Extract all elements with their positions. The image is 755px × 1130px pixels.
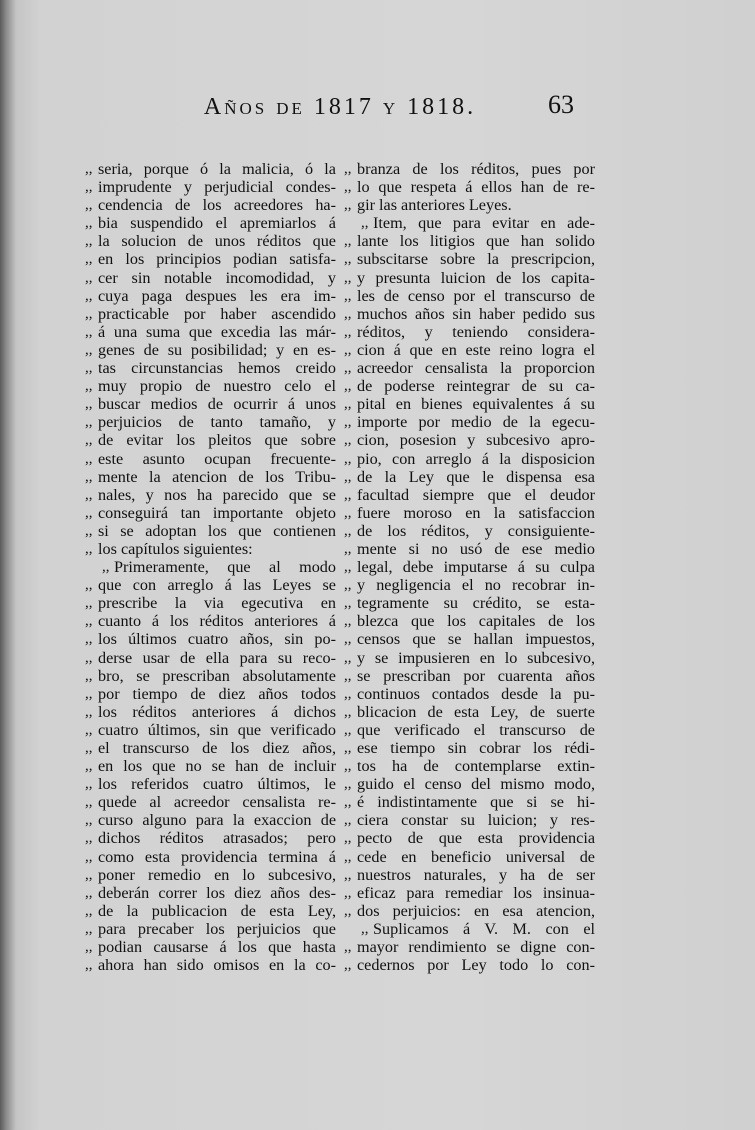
text-line (85, 739, 336, 757)
line-text: bro, se prescriban absolutamente (98, 666, 336, 685)
line-text: tegramente su crédito, se esta- (357, 594, 595, 613)
quote-mark: ,, (85, 396, 93, 413)
quote-mark: ,, (85, 378, 93, 395)
line-text: la solucion de unos réditos que (98, 232, 336, 251)
quote-mark: ,, (344, 577, 352, 594)
quote-mark: ,, (344, 287, 352, 304)
text-line (344, 268, 595, 287)
quote-mark: ,, (344, 414, 352, 431)
text-line (344, 322, 595, 341)
quote-mark: ,, (85, 595, 93, 612)
text-line (344, 956, 595, 975)
text-line (344, 684, 595, 703)
text-line (85, 467, 336, 486)
quote-mark: ,, (85, 667, 93, 684)
line-text: branza de los réditos, pues por (357, 160, 595, 178)
text-line (85, 340, 336, 359)
quote-mark: ,, (344, 305, 352, 322)
quote-mark: ,, (85, 540, 93, 557)
text-line (344, 775, 595, 794)
text-line (85, 539, 336, 558)
quote-mark: ,, (85, 613, 93, 630)
quote-mark: ,, (344, 522, 352, 539)
text-line (85, 304, 336, 323)
text-line (344, 793, 595, 812)
line-text: tas circunstancias hemos creido (98, 359, 336, 378)
text-line (85, 485, 336, 504)
text-line (344, 594, 595, 613)
line-text: subscitarse sobre la prescripcion, (357, 250, 595, 269)
line-text: cion á que en este reino logra el (357, 340, 595, 359)
text-line (344, 648, 595, 667)
quote-mark: ,, (85, 740, 93, 756)
quote-mark: ,, (85, 794, 93, 811)
line-text: poner remedio en lo subcesivo, (98, 865, 336, 884)
text-line (344, 811, 595, 830)
text-line (344, 702, 595, 721)
quote-mark: ,, (85, 450, 93, 467)
line-text: pecto de que esta providencia (357, 829, 595, 848)
text-line (85, 178, 336, 197)
quote-mark: ,, (85, 866, 93, 883)
quote-mark: ,, (344, 613, 352, 630)
quote-mark: ,, (85, 341, 93, 358)
line-text: bia suspendido el apremiarlos á (98, 214, 336, 233)
quote-mark: ,, (344, 540, 352, 557)
quote-mark: ,, (344, 667, 352, 684)
line-text: pio, con arreglo á la disposicion (357, 449, 595, 468)
text-line (85, 594, 336, 613)
text-line (85, 883, 336, 902)
quote-mark: ,, (85, 649, 93, 666)
quote-mark: ,, (344, 776, 352, 793)
text-line (344, 413, 595, 432)
text-line (344, 377, 595, 396)
text-line (344, 757, 595, 776)
line-text: muchos años sin haber pedido sus (357, 304, 595, 323)
quote-mark: ,, (85, 522, 93, 539)
line-text: tos ha de contemplarse extin- (357, 757, 595, 776)
quote-mark: ,, (85, 920, 93, 937)
text-line (344, 865, 595, 884)
left-column (85, 160, 336, 975)
text-line (344, 938, 595, 957)
line-text: genes de su posibilidad; y en es- (98, 340, 336, 359)
quote-mark: ,, (344, 179, 352, 196)
line-text: censos que se hallan impuestos, (357, 630, 595, 649)
text-line (85, 612, 336, 631)
text-line (344, 847, 595, 866)
quote-mark: ,, (85, 721, 93, 738)
quote-mark: ,, (344, 758, 352, 775)
text-line (357, 920, 595, 938)
text-line (85, 901, 336, 920)
quote-mark: ,, (344, 396, 352, 413)
line-text: cede en beneficio universal de (357, 847, 595, 866)
quote-mark: ,, (85, 215, 93, 232)
line-text: quede al acreedor censalista re- (98, 793, 336, 812)
line-text: los referidos cuatro últimos, le (98, 775, 336, 794)
quote-mark: ,, (85, 577, 93, 594)
line-text: ahora han sido omisos en la co- (98, 956, 336, 975)
quote-mark: ,, (85, 884, 93, 901)
text-line (344, 539, 595, 558)
text-line (344, 901, 595, 920)
quote-mark: ,, (344, 360, 352, 377)
quote-mark: ,, (85, 251, 93, 268)
quote-mark: ,, (344, 595, 352, 612)
text-line (344, 286, 595, 305)
line-text: perjuicios de tanto tamaño, y (98, 413, 336, 432)
line-text: Suplicamos á V. M. con el (373, 919, 595, 938)
text-line (85, 160, 336, 178)
quote-mark: ,, (85, 179, 93, 196)
text-line (344, 250, 595, 269)
text-line (344, 720, 595, 739)
line-text: dichos réditos atrasados; pero (98, 829, 336, 848)
quote-mark: ,, (85, 957, 93, 974)
line-text: buscar medios de ocurrir á unos (98, 395, 336, 414)
line-text: cuya paga despues les era im- (98, 286, 336, 305)
text-line (85, 232, 336, 251)
text-line (344, 521, 595, 540)
text-line (344, 576, 595, 595)
quote-mark: ,, (344, 721, 352, 738)
line-text: los últimos cuatro años, sin po- (98, 630, 336, 649)
line-text: facultad siempre que el deudor (357, 485, 595, 504)
line-text: continuos contados desde la pu- (357, 684, 595, 703)
quote-mark: ,, (85, 486, 93, 503)
quote-mark: ,, (85, 685, 93, 702)
text-line (85, 449, 336, 468)
quote-mark: ,, (344, 866, 352, 883)
text-line (85, 793, 336, 812)
text-line (344, 485, 595, 504)
text-line (344, 630, 595, 649)
text-line (85, 268, 336, 287)
text-line (85, 322, 336, 341)
quote-mark: ,, (85, 830, 93, 847)
text-line (85, 576, 336, 595)
text-line (85, 648, 336, 667)
line-text: lante los litigios que han solido (357, 232, 595, 251)
line-text: cedernos por Ley todo lo con- (357, 956, 595, 975)
text-line (344, 503, 595, 522)
quote-mark: ,, (85, 269, 93, 286)
quote-mark: ,, (344, 269, 352, 286)
quote-mark: ,, (344, 323, 352, 340)
line-text: por tiempo de diez años todos (98, 684, 336, 703)
text-line (85, 413, 336, 432)
quote-mark: ,, (85, 305, 93, 322)
quote-mark: ,, (85, 323, 93, 340)
text-line (85, 684, 336, 703)
text-line (85, 956, 336, 975)
line-text: se prescriban por cuarenta años (357, 666, 595, 685)
quote-mark: ,, (344, 848, 352, 865)
line-text: de la publicacion de esta Ley, (98, 901, 336, 920)
line-text: imprudente y perjudicial condes- (98, 178, 336, 197)
line-text: cuanto á los réditos anteriores á (98, 612, 336, 631)
text-line (85, 214, 336, 233)
text-line (85, 702, 336, 721)
text-line (85, 431, 336, 450)
text-line (85, 395, 336, 414)
text-line (344, 558, 595, 577)
quote-mark: ,, (344, 957, 352, 974)
line-text: Item, que para evitar en ade- (373, 214, 595, 233)
quote-mark: ,, (85, 902, 93, 919)
quote-mark: ,, (85, 233, 93, 250)
text-line (85, 377, 336, 396)
line-text: de poderse reintegrar de su ca- (357, 377, 595, 396)
line-text: de la Ley que le dispensa esa (357, 467, 595, 486)
text-line (85, 847, 336, 866)
quote-mark: ,, (85, 432, 93, 449)
quote-mark: ,, (344, 161, 352, 177)
line-text: de evitar los pleitos que sobre (98, 431, 336, 450)
line-text: legal, debe imputarse á su culpa (357, 558, 595, 577)
line-text: acreedor censalista la proporcion (357, 359, 595, 378)
line-text: blezca que los capitales de los (357, 612, 595, 631)
line-text: cuatro últimos, sin que verificado (98, 720, 336, 739)
line-text: derse usar de ella para su reco- (98, 648, 336, 667)
quote-mark: ,, (85, 939, 93, 956)
quote-mark: ,, (344, 939, 352, 956)
text-line (85, 250, 336, 269)
text-line (344, 196, 595, 215)
text-line (344, 340, 595, 359)
line-text: gir las anteriores Leyes. (357, 196, 512, 215)
line-text: é indistintamente que si se hi- (357, 793, 595, 812)
quote-mark: ,, (344, 504, 352, 521)
text-line (85, 811, 336, 830)
quote-mark: ,, (344, 233, 352, 250)
quote-mark: ,, (344, 830, 352, 847)
text-line (85, 720, 336, 739)
quote-mark: ,, (85, 758, 93, 775)
quote-mark: ,, (85, 848, 93, 865)
line-text: réditos, y teniendo considera- (357, 322, 595, 341)
text-line (344, 449, 595, 468)
line-text: el transcurso de los diez años, (98, 739, 336, 757)
quote-mark: ,, (344, 251, 352, 268)
text-line (85, 865, 336, 884)
line-text: prescribe la via egecutiva en (98, 594, 336, 613)
text-line (357, 214, 595, 232)
line-text: en los que no se han de incluir (98, 757, 336, 776)
text-line (344, 829, 595, 848)
line-text: mente si no usó de ese medio (357, 539, 595, 558)
line-text: importe por medio de la egecu- (357, 413, 595, 432)
line-text: de los réditos, y consiguiente- (357, 521, 595, 540)
line-text: blicacion de esta Ley, de suerte (357, 702, 595, 721)
text-line (85, 775, 336, 794)
quote-mark: ,, (344, 432, 352, 449)
line-text: curso alguno para la exaccion de (98, 811, 336, 830)
line-text: nuestros naturales, y ha de ser (357, 865, 595, 884)
line-text: y negligencia el no recobrar in- (357, 576, 595, 595)
quote-mark: ,, (344, 450, 352, 467)
quote-mark: ,, (85, 776, 93, 793)
text-line (85, 286, 336, 305)
text-line (344, 160, 595, 178)
line-text: nales, y nos ha parecido que se (98, 485, 336, 504)
line-text: fuere moroso en la satisfaccion (357, 503, 595, 522)
quote-mark: ,, (85, 161, 93, 177)
quote-mark: ,, (344, 341, 352, 358)
text-line (344, 178, 595, 197)
text-line (85, 919, 336, 938)
line-text: cendencia de los acreedores ha- (98, 196, 336, 215)
text-line (98, 558, 336, 576)
line-text: si se adoptan los que contienen (98, 521, 336, 540)
quote-mark: ,, (344, 378, 352, 395)
text-line (85, 666, 336, 685)
text-line (344, 612, 595, 631)
text-line (85, 829, 336, 848)
text-line (344, 304, 595, 323)
line-text: deberán correr los diez años des- (98, 883, 336, 902)
line-text: Primeramente, que al modo (114, 558, 336, 577)
text-line (85, 521, 336, 540)
text-line (344, 467, 595, 486)
quote-mark: ,, (344, 197, 352, 214)
text-line (344, 431, 595, 450)
quote-mark: ,, (344, 884, 352, 901)
quote-mark: ,, (361, 215, 369, 232)
text-line (85, 938, 336, 957)
line-text: para precaber los perjuicios que (98, 919, 336, 938)
quote-mark: ,, (85, 703, 93, 720)
quote-mark: ,, (85, 197, 93, 214)
text-line (85, 757, 336, 776)
quote-mark: ,, (85, 360, 93, 377)
text-line (85, 196, 336, 215)
line-text: eficaz para remediar los insinua- (357, 883, 595, 902)
quote-mark: ,, (85, 287, 93, 304)
text-line (85, 630, 336, 649)
text-line (344, 883, 595, 902)
quote-mark: ,, (85, 631, 93, 648)
line-text: pital en bienes equivalentes á su (357, 395, 595, 414)
quote-mark: ,, (344, 468, 352, 485)
line-text: mayor rendimiento se digne con- (357, 938, 595, 957)
text-line (344, 666, 595, 685)
page-number: 63 (548, 90, 574, 119)
quote-mark: ,, (85, 812, 93, 829)
text-line (344, 739, 595, 757)
text-line (85, 359, 336, 378)
line-text: y presunta luicion de los capita- (357, 268, 595, 287)
line-text: como esta providencia termina á (98, 847, 336, 866)
quote-mark: ,, (361, 920, 369, 937)
quote-mark: ,, (344, 559, 352, 576)
line-text: muy propio de nuestro celo el (98, 377, 336, 396)
line-text: los réditos anteriores á dichos (98, 702, 336, 721)
line-text: seria, porque ó la malicia, ó la (98, 160, 336, 178)
line-text: que con arreglo á las Leyes se (98, 576, 336, 595)
text-line (344, 359, 595, 378)
text-line (85, 503, 336, 522)
line-text: y se impusieren en lo subcesivo, (357, 648, 595, 667)
quote-mark: ,, (344, 812, 352, 829)
quote-mark: ,, (344, 794, 352, 811)
line-text: cer sin notable incomodidad, y (98, 268, 336, 287)
line-text: podian causarse á los que hasta (98, 938, 336, 957)
line-text: á una suma que excedia las már- (98, 322, 336, 341)
quote-mark: ,, (344, 703, 352, 720)
running-title: Años de 1817 y 1818. (203, 94, 477, 120)
line-text: mente la atencion de los Tribu- (98, 467, 336, 486)
quote-mark: ,, (85, 414, 93, 431)
quote-mark: ,, (85, 504, 93, 521)
text-line (344, 395, 595, 414)
quote-mark: ,, (344, 649, 352, 666)
line-text: les de censo por el transcurso de (357, 286, 595, 305)
quote-mark: ,, (344, 902, 352, 919)
quote-mark: ,, (344, 740, 352, 756)
quote-mark: ,, (344, 631, 352, 648)
line-text: lo que respeta á ellos han de re- (357, 178, 595, 197)
line-text: en los principios podian satisfa- (98, 250, 336, 269)
line-text: conseguirá tan importante objeto (98, 503, 336, 522)
quote-mark: ,, (85, 468, 93, 485)
line-text: cion, posesion y subcesivo apro- (357, 431, 595, 450)
line-text: guido el censo del mismo modo, (357, 775, 595, 794)
line-text: practicable por haber ascendido (98, 304, 336, 323)
line-text: que verificado el transcurso de (357, 720, 595, 739)
quote-mark: ,, (344, 685, 352, 702)
quote-mark: ,, (344, 486, 352, 503)
line-text: este asunto ocupan frecuente- (98, 449, 336, 468)
line-text: los capítulos siguientes: (98, 539, 253, 558)
quote-mark: ,, (102, 559, 110, 576)
text-line (344, 232, 595, 251)
line-text: ciera constar su luicion; y res- (357, 811, 595, 830)
line-text: ese tiempo sin cobrar los rédi- (357, 739, 595, 757)
right-column (344, 160, 595, 975)
line-text: dos perjuicios: en esa atencion, (357, 901, 595, 920)
